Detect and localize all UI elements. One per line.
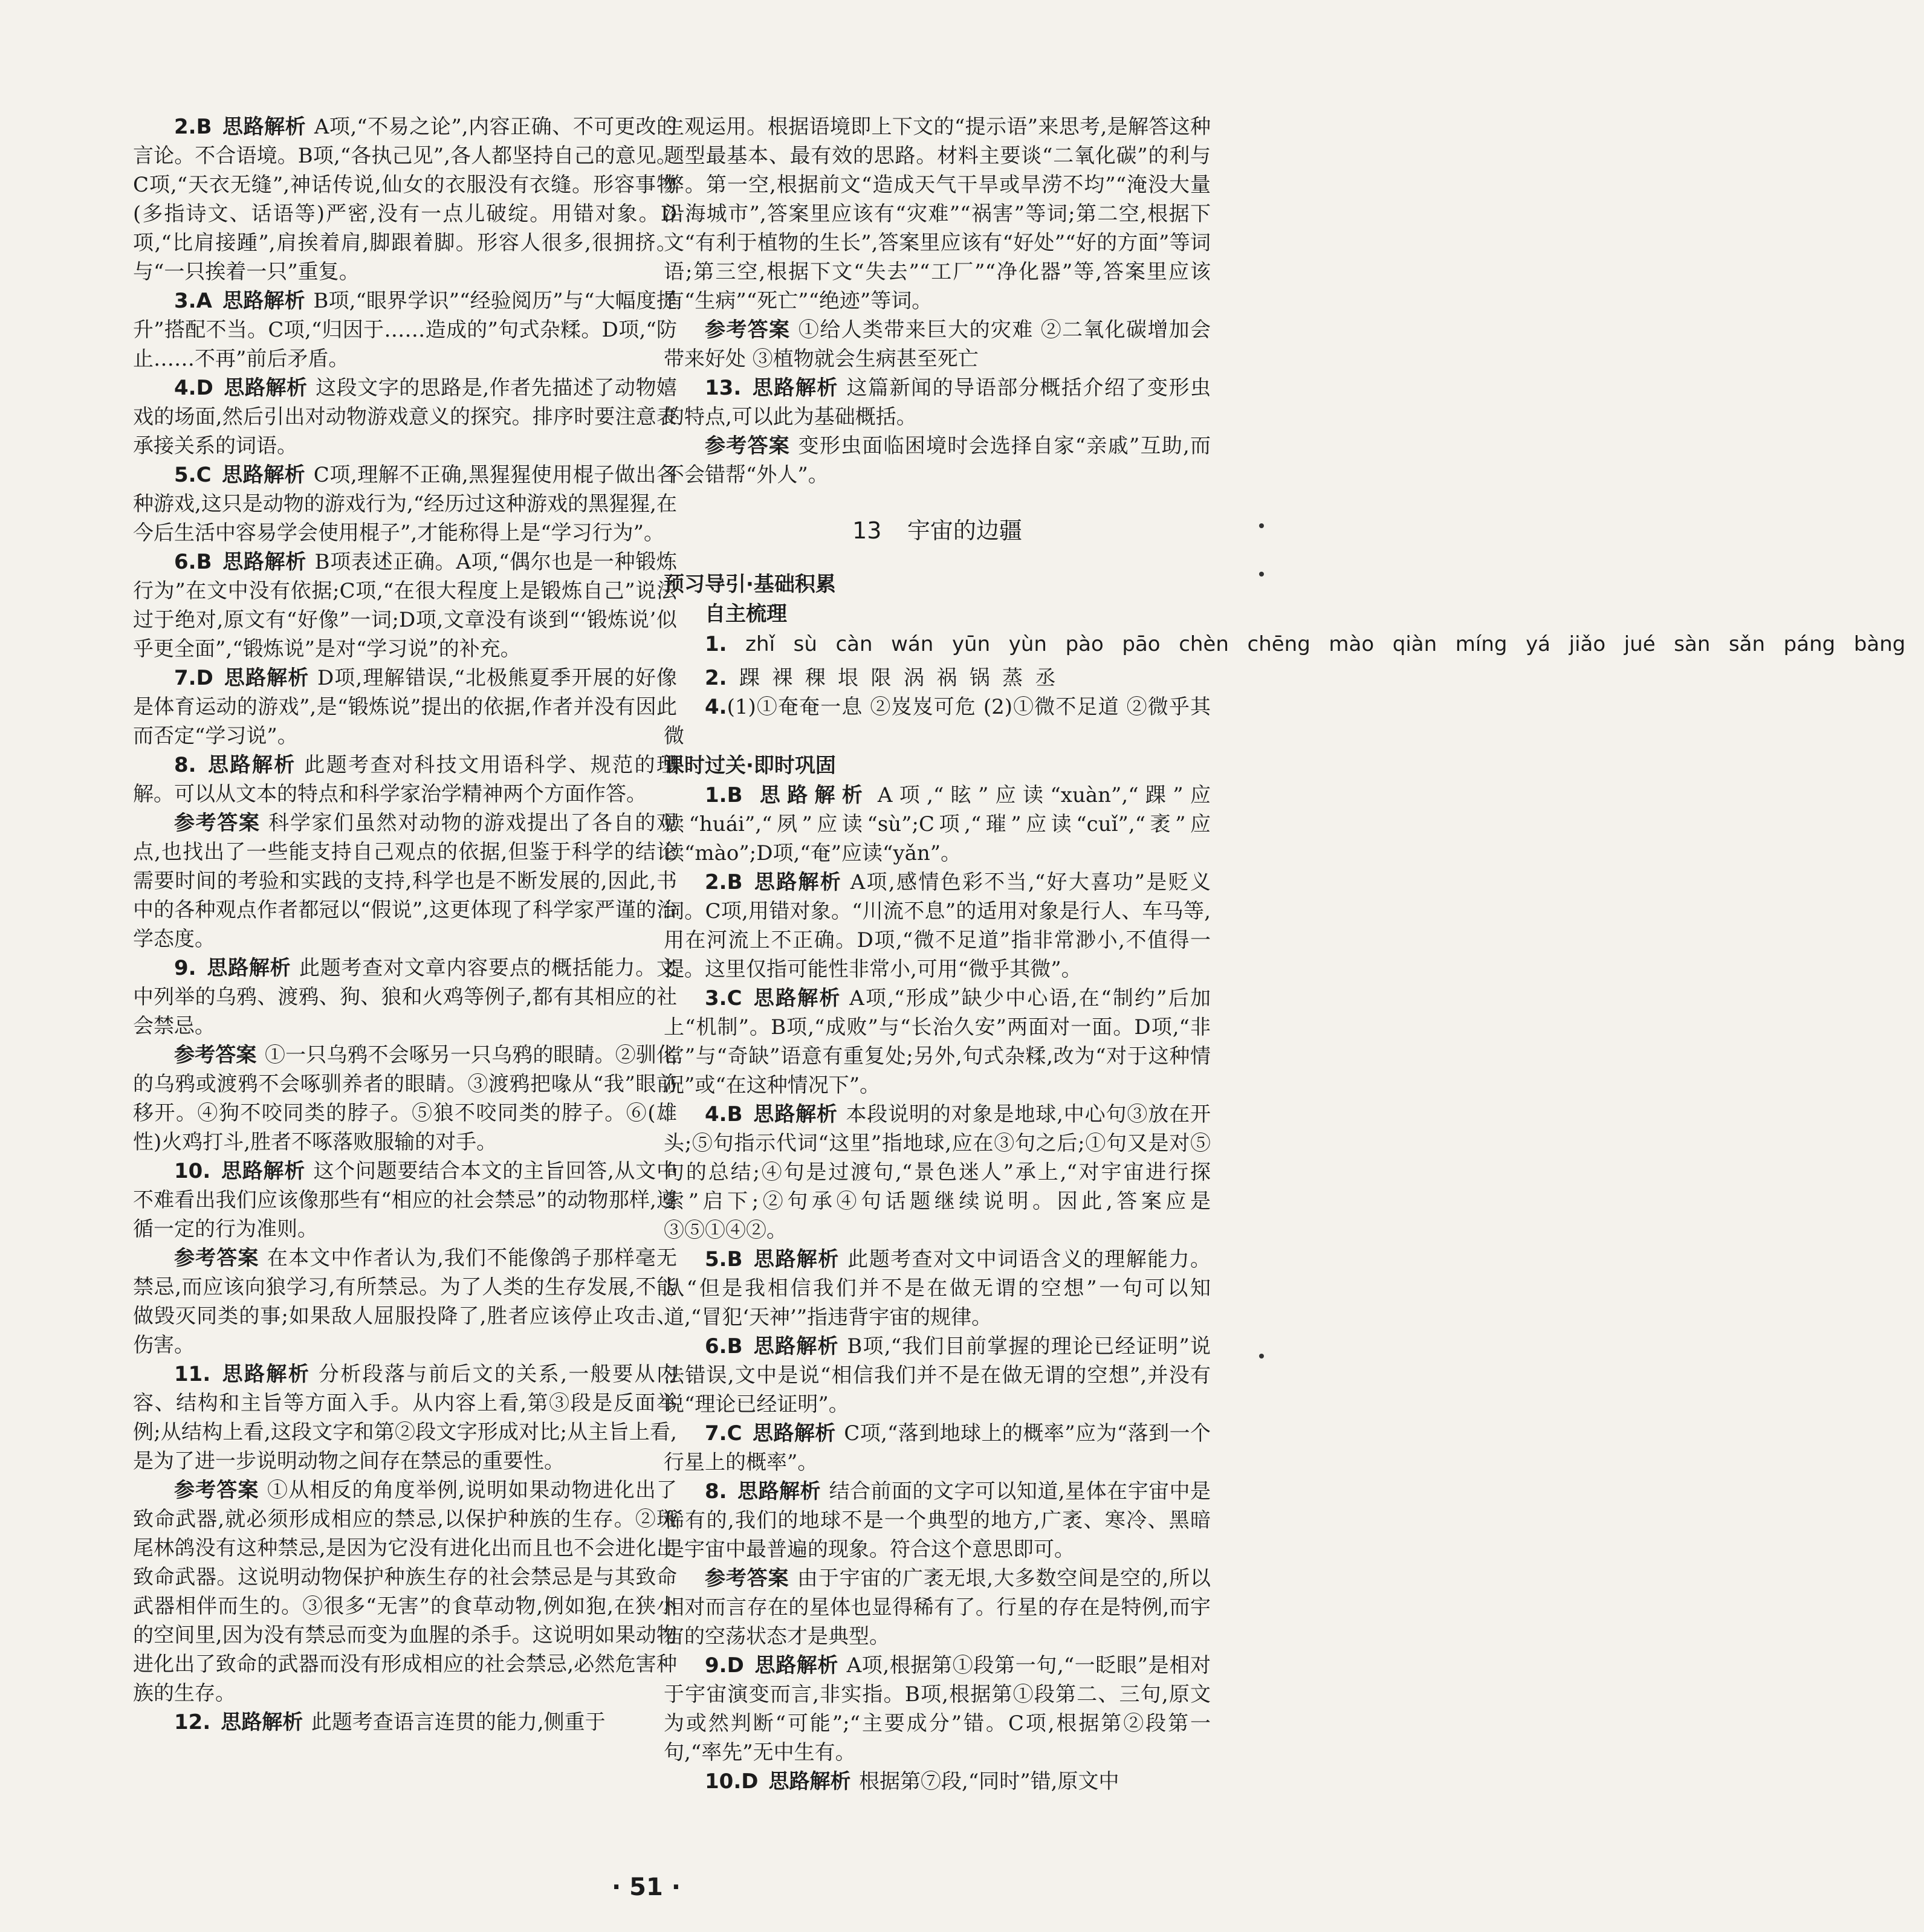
analysis-label: 思路解析 — [222, 289, 305, 313]
analysis-label: 思路解析 — [221, 1362, 311, 1386]
question-number: 7. — [174, 666, 196, 690]
answer-item — [133, 954, 677, 1041]
hanzi-character: 涡 — [903, 666, 924, 690]
answer-text: 本段说明的对象是地球,中心句③放在开头;⑤句指示代词“这里”指地球,应在③句之后;①句又是对⑤句的总结;④句是过渡句,“景色迷人”承上,“对宇宙进行探索”启下;②句承④句话题继续说明。因此,答案应是③⑤①④②。 — [664, 1102, 1211, 1242]
answer-text: B项表述正确。A项,“偶尔也是一种锻炼行为”在文中没有依据;C项,“在很大程度上是锻炼自己”说法过于绝对,原文有“好像”一词;D项,文章没有谈到“‘锻炼说’似乎更全面”,“锻炼说”是对“学习说”的补充。 — [133, 550, 677, 661]
hanzi-character: 稞 — [805, 666, 826, 690]
pinyin-syllable: bàng — [1853, 632, 1906, 656]
question-number: 1. — [705, 632, 727, 656]
pinyin-syllable: míng — [1455, 632, 1508, 656]
pinyin-syllable: mào — [1329, 632, 1375, 656]
lesson-name: 宇宙的边疆 — [907, 517, 1022, 544]
pinyin-syllable: sàn — [1674, 632, 1711, 656]
lesson-title — [664, 514, 1211, 548]
pinyin-syllable: yùn — [1008, 632, 1047, 656]
answer-text: ①从相反的角度举例,说明如果动物进化出了致命武器,就必须形成相应的禁忌,以保护种族的生存。②斑尾林鸽没有这种禁忌,是因为它没有进化出而且也不会进化出致命武器。这说明动物保护种族生存的社会禁忌是与其致命武器相伴而生的。③很多“无害”的食草动物,例如狍,在狭小的空间里,因为没有禁忌而变为血腥的杀手。这说明如果动物进化出了致命的武器而没有形成相应的社会禁忌,必然危害种族的生存。 — [133, 1478, 677, 1705]
question-number: 4. — [174, 376, 196, 400]
choice-letter: A — [196, 289, 212, 313]
analysis-label: 思路解析 — [753, 783, 870, 807]
pinyin-syllable: páng — [1783, 632, 1836, 656]
answer-item — [133, 460, 677, 548]
question-number: 13. — [705, 376, 742, 400]
answer-item — [664, 781, 1211, 868]
answer-item — [664, 1767, 1211, 1796]
answer-text: 此题考查对科技文用语科学、规范的理解。可以从文本的特点和科学家治学精神两个方面作答。 — [133, 753, 678, 806]
answer-item — [133, 664, 677, 751]
answer-item — [664, 1477, 1211, 1564]
practice-answers — [664, 781, 1211, 1796]
question-number: 2. — [705, 666, 727, 690]
analysis-label: 思路解析 — [753, 870, 843, 894]
pinyin-syllable: pào — [1065, 632, 1104, 656]
pinyin-syllable: càn — [835, 632, 873, 656]
question-number: 2. — [705, 870, 727, 894]
page-number: · 51 · — [612, 1873, 681, 1901]
answer-label: 参考答案 — [174, 1246, 259, 1270]
question-number: 12. — [174, 1710, 211, 1734]
pinyin-syllable: jué — [1624, 632, 1656, 656]
idiom-text: (1)①奄奄一息 ②岌岌可危 (2)①微不足道 ②微乎其微 — [664, 695, 1211, 748]
answer-item — [133, 751, 677, 809]
right-column — [664, 112, 1906, 1796]
analysis-label: 思路解析 — [221, 1159, 305, 1183]
choice-letter: B — [727, 1102, 743, 1126]
reference-answer — [664, 1564, 1211, 1651]
question-number: 4. — [705, 695, 727, 719]
answer-text: 结合前面的文字可以知道,星体在宇宙中是稀有的,我们的地球不是一个典型的地方,广袤、寒冷、黑暗是宇宙中最普遍的现象。符合这个意思即可。 — [664, 1479, 1211, 1562]
answer-item — [133, 548, 677, 664]
choice-letter: B — [196, 550, 212, 574]
question-number: 2. — [174, 115, 196, 139]
answer-item — [664, 1651, 1211, 1767]
answer-label: 参考答案 — [174, 1478, 259, 1502]
answer-item — [664, 373, 1211, 431]
answer-item — [664, 1245, 1211, 1332]
section-subtitle: 自主梳理 — [705, 602, 787, 626]
question-number: 3. — [174, 289, 196, 313]
analysis-label: 思路解析 — [754, 1653, 838, 1678]
choice-letter: C — [727, 986, 742, 1010]
hanzi-character: 锅 — [969, 666, 990, 690]
hanzi-character: 踝 — [739, 666, 760, 690]
analysis-label: 思路解析 — [206, 753, 296, 777]
answer-text: 主观运用。根据语境即上下文的“提示语”来思考,是解答这种题型最基本、最有效的思路。材料主要谈“二氧化碳”的利与弊。第一空,根据前文“造成天气干旱或旱涝不均”“淹没大量沿海城市”,答案里应该有“灾难”“祸害”等词;第二空,根据下文“有利于植物的生长”,答案里应该有“好处”“好的方面”等词语;第三空,根据下文“失去”“工厂”“净化器”等,答案里应该有“生病”“死亡”“绝迹”等词。 — [664, 115, 1211, 313]
hanzi-character: 限 — [870, 666, 892, 690]
answer-label: 参考答案 — [174, 1043, 257, 1067]
question-number: 6. — [705, 1334, 727, 1359]
answer-text: A项,感情色彩不当,“好大喜功”是贬义词。C项,用错对象。“川流不息”的适用对象是行人、车马等,用在河流上不正确。D项,“微不足道”指非常渺小,不值得一提。这里仅指可能性非常小,可用“微乎其微”。 — [664, 870, 1211, 981]
pinyin-syllable: chēng — [1247, 632, 1310, 656]
pinyin-answers — [664, 628, 1906, 660]
pinyin-syllable: wán — [891, 632, 934, 656]
answer-text: 在本文中作者认为,我们不能像鸽子那样毫无禁忌,而应该向狼学习,有所禁忌。为了人类的生存发展,不能做毁灭同类的事;如果敌人屈服投降了,胜者应该停止攻击、伤害。 — [133, 1246, 677, 1357]
pinyin-syllable: zhǐ — [745, 632, 776, 656]
question-number: 4. — [705, 1102, 727, 1126]
pinyin-syllable: sù — [793, 632, 817, 656]
margin-dot — [1259, 1354, 1264, 1359]
analysis-label: 思路解析 — [752, 986, 841, 1010]
analysis-label: 思路解析 — [752, 1421, 836, 1446]
choice-letter: B — [196, 115, 212, 139]
choice-letter: D — [196, 376, 213, 400]
analysis-label: 思路解析 — [222, 115, 306, 139]
hanzi-character: 蒸 — [1002, 666, 1023, 690]
question-number: 5. — [705, 1247, 727, 1271]
idiom-answers — [664, 693, 1211, 751]
pinyin-syllable: yá — [1526, 632, 1551, 656]
lesson-number: 13 — [852, 517, 882, 544]
analysis-label: 思路解析 — [768, 1769, 851, 1794]
hanzi-character: 丞 — [1035, 666, 1056, 690]
answer-text: A项,根据第①段第一句,“一眨眼”是相对于宇宙演变而言,非实指。B项,根据第①段第二、三句,原文为或然判断“可能”;“主要成分”错。C项,根据第②段第一句,“率先”无中生有。 — [664, 1653, 1211, 1765]
question-number: 11. — [174, 1362, 211, 1386]
answer-item — [133, 286, 677, 373]
answer-text: 此题考查对文章内容要点的概括能力。文中列举的乌鸦、渡鸦、狗、狼和火鸡等例子,都有其相应的社会禁忌。 — [133, 956, 678, 1038]
answer-text: 分析段落与前后文的关系,一般要从内容、结构和主旨等方面入手。从内容上看,第③段是反面举例;从结构上看,这段文字和第②段文字形成对比;从主旨上看,是为了进一步说明动物之间存在禁忌的重要性。 — [133, 1362, 678, 1473]
margin-dot — [1259, 572, 1264, 577]
analysis-label: 思路解析 — [753, 1102, 838, 1126]
answer-text: D项,理解错误,“北极熊夏季开展的好像是体育运动的游戏”,是“锻炼说”提出的依据,作者并没有因此而否定“学习说”。 — [133, 666, 677, 748]
analysis-label: 思路解析 — [223, 376, 308, 400]
answer-item — [664, 868, 1211, 984]
answer-text: 变形虫面临困境时会选择自家“亲戚”互助,而不会错帮“外人”。 — [664, 434, 1211, 487]
analysis-label: 思路解析 — [737, 1479, 821, 1504]
analysis-label: 思路解析 — [753, 1334, 839, 1359]
answer-label: 参考答案 — [705, 1566, 789, 1591]
answer-text: A项,“形成”缺少中心语,在“制约”后加上“机制”。B项,“成败”与“长治久安”两面对一面。D项,“非常”与“奇缺”语意有重复处;另外,句式杂糅,改为“对于这种情况”或“在这种情况下”。 — [664, 986, 1211, 1097]
answer-text: 这个问题要结合本文的主旨回答,从文中不难看出我们应该像那些有“相应的社会禁忌”的动物那样,遵循一定的行为准则。 — [133, 1159, 677, 1241]
answer-text: 此题考查对文中词语含义的理解能力。从“但是我相信我们并不是在做无谓的空想”一句可以知道,“冒犯‘天神’”指违背宇宙的规律。 — [664, 1247, 1211, 1329]
pinyin-syllable: qiàn — [1392, 632, 1437, 656]
section-title-practice: 课时过关·即时巩固 — [664, 754, 836, 778]
hanzi-character: 裸 — [772, 666, 793, 690]
answer-label: 参考答案 — [705, 318, 791, 342]
hanzi-character: 祸 — [936, 666, 957, 690]
choice-letter: D — [741, 1769, 759, 1794]
reference-answer — [133, 809, 677, 954]
answer-item — [133, 112, 677, 286]
question-number: 1. — [705, 783, 727, 807]
answer-item — [133, 373, 677, 460]
analysis-label: 思路解析 — [221, 463, 306, 487]
question-number: 3. — [705, 986, 727, 1010]
analysis-label: 思路解析 — [222, 550, 306, 574]
answer-text: 由于宇宙的广袤无垠,大多数空间是空的,所以相对而言存在的星体也显得稀有了。行星的存在是特例,而宇宙的空荡状态才是典型。 — [664, 1566, 1211, 1649]
choice-letter: B — [727, 870, 743, 894]
answer-item — [664, 1100, 1211, 1245]
reference-answer — [664, 315, 1211, 373]
answer-text: ①一只乌鸦不会啄另一只乌鸦的眼睛。②驯化的乌鸦或渡鸦不会啄驯养者的眼睛。③渡鸦把喙从“我”眼前移开。④狗不咬同类的脖子。⑤狼不咬同类的脖子。⑥(雄性)火鸡打斗,胜者不啄落败服输的对手。 — [133, 1043, 678, 1154]
question-number: 6. — [174, 550, 196, 574]
reference-answer — [133, 1476, 677, 1708]
answer-text: 根据第⑦段,“同时”错,原文中 — [859, 1769, 1119, 1794]
choice-letter: B — [727, 1247, 743, 1271]
analysis-label: 思路解析 — [753, 1247, 840, 1271]
analysis-label: 思路解析 — [751, 376, 838, 400]
answer-text: 这段文字的思路是,作者先描述了动物嬉戏的场面,然后引出对动物游戏意义的探究。排序时要注意表承接关系的词语。 — [133, 376, 678, 458]
answer-text: A项,“眩”应读“xuàn”,“踝”应读“huái”,“夙”应读“sù”;C项,“璀”应读“cuǐ”,“袤”应读“mào”;D项,“奄”应读“yǎn”。 — [664, 783, 1211, 865]
reference-answer — [133, 1041, 677, 1157]
reference-answer — [133, 1244, 677, 1360]
pinyin-syllable: jiǎo — [1569, 632, 1606, 656]
question-number: 8. — [705, 1479, 727, 1504]
hanzi-character: 垠 — [838, 666, 859, 690]
answer-item — [664, 984, 1211, 1100]
answer-text: 科学家们虽然对动物的游戏提出了各自的观点,也找出了一些能支持自己观点的依据,但鉴于科学的结论需要时间的考验和实践的支持,科学也是不断发展的,因此,书中的各种观点作者都冠以“假说”,这更体现了科学家严谨的治学态度。 — [133, 811, 678, 951]
question-number: 10. — [705, 1769, 742, 1794]
answer-text: 此题考查语言连贯的能力,侧重于 — [311, 1710, 606, 1734]
choice-letter: B — [727, 1334, 743, 1359]
choice-letter: C — [196, 463, 212, 487]
right-top-answers — [664, 112, 1211, 489]
answer-text: ①给人类带来巨大的灾难 ②二氧化碳增加会带来好处 ③植物就会生病甚至死亡 — [664, 318, 1211, 371]
answer-item — [664, 1332, 1211, 1419]
question-number: 7. — [705, 1421, 727, 1446]
analysis-label: 思路解析 — [223, 666, 309, 690]
answer-text: A项,“不易之论”,内容正确、不可更改的言论。不合语境。B项,“各执己见”,各人都坚持自己的意见。C项,“天衣无缝”,神话传说,仙女的衣服没有衣缝。形容事物(多指诗文、话语等)严密,没有一点儿破绽。用错对象。D项,“比肩接踵”,肩挨着肩,脚跟着脚。形容人很多,很拥挤。与“一只挨着一只”重复。 — [133, 115, 678, 284]
reference-answer — [664, 431, 1211, 489]
question-number: 5. — [174, 463, 196, 487]
question-number: 9. — [174, 956, 196, 980]
answer-item — [133, 1157, 677, 1244]
continued-paragraph — [664, 112, 1211, 315]
pinyin-syllable: pāo — [1122, 632, 1161, 656]
answer-item — [133, 1708, 677, 1737]
section-title-preview: 预习导引·基础积累 — [664, 572, 836, 596]
answer-text: 这篇新闻的导语部分概括介绍了变形虫的特点,可以此为基础概括。 — [664, 376, 1211, 429]
margin-dot — [1259, 523, 1264, 528]
question-number: 8. — [174, 753, 196, 777]
question-number: 10. — [174, 1159, 211, 1183]
character-answers — [664, 664, 1211, 693]
answer-text: C项,“落到地球上的概率”应为“落到一个行星上的概率”。 — [664, 1421, 1211, 1475]
answer-text: B项,“我们目前掌握的理论已经证明”说法错误,文中是说“相信我们并不是在做无谓的空想”,并没有说“理论已经证明”。 — [664, 1334, 1211, 1417]
left-column — [133, 112, 677, 1737]
analysis-label: 思路解析 — [206, 956, 291, 980]
choice-letter: C — [727, 1421, 742, 1446]
answer-text: C项,理解不正确,黑猩猩使用棍子做出各种游戏,这只是动物的游戏行为,“经历过这种游戏的黑猩猩,在今后生活中容易学会使用棍子”,才能称得上是“学习行为”。 — [133, 463, 678, 545]
answer-label: 参考答案 — [174, 811, 261, 835]
pinyin-syllable: chèn — [1179, 632, 1229, 656]
choice-letter: D — [196, 666, 213, 690]
pinyin-syllable: sǎn — [1728, 632, 1766, 656]
answer-text: B项,“眼界学识”“经验阅历”与“大幅度提升”搭配不当。C项,“归因于……造成的”句式杂糅。D项,“防止……不再”前后矛盾。 — [133, 289, 678, 371]
answer-item — [133, 1360, 677, 1476]
choice-letter: B — [727, 783, 743, 807]
choice-letter: D — [727, 1653, 744, 1678]
analysis-label: 思路解析 — [221, 1710, 303, 1734]
question-number: 9. — [705, 1653, 727, 1678]
pinyin-syllable: yūn — [951, 632, 991, 656]
answer-label: 参考答案 — [705, 434, 790, 458]
answer-item — [664, 1419, 1211, 1477]
